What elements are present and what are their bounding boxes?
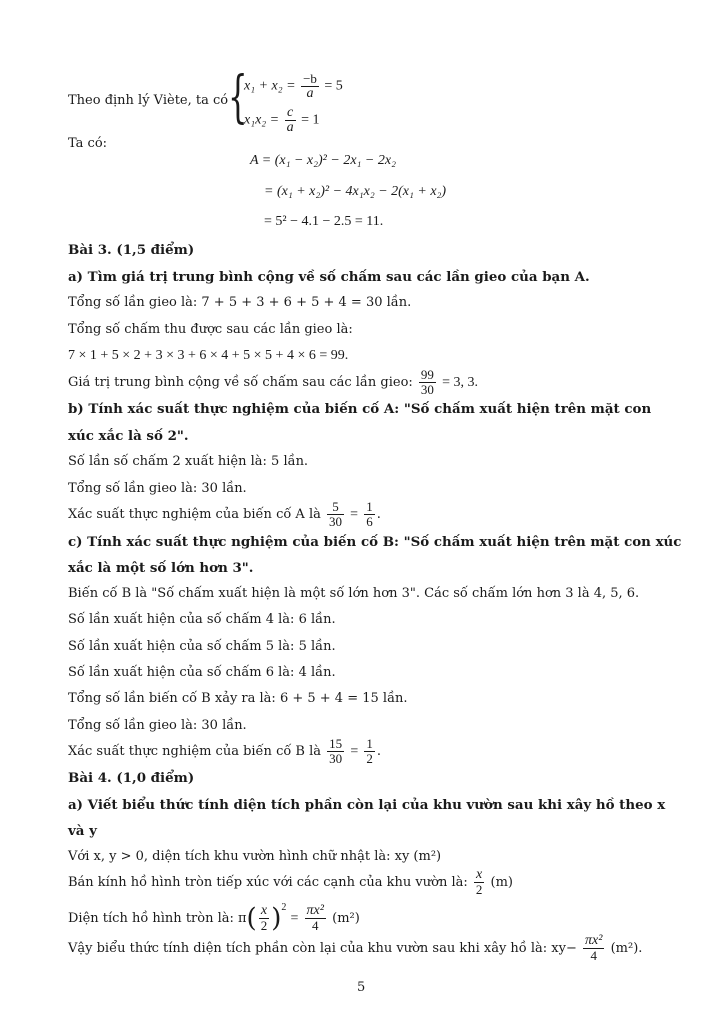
- bai3-a-line4: Giá trị trung bình cộng về số chấm sau các lần gieo: $\frac{99}{30}$ = 3, 3.: [68, 367, 478, 397]
- calc-line-2: = (x₁ + x₂)² − 4x₁x₂ − 2(x₁ + x₂): [264, 184, 447, 199]
- bai4-a-title-1: a) Viết biểu thức tính diện tích phần còn lại của khu vườn sau khi xây hồ theo x: [68, 797, 666, 813]
- viete-eq1: x₁ + x₂ = $\frac{-b}{a}$ = 5: [244, 71, 343, 101]
- bai3-c-line5: Tổng số lần biến cố B xảy ra là: 6 + 5 + 4 = 15 lần.: [68, 691, 408, 706]
- viete-intro: Theo định lý Viète, ta có: [68, 93, 229, 108]
- bai3-c-line3: Số lần xuất hiện của số chấm 5 là: 5 lần.: [68, 639, 336, 654]
- bai4-line2: Bán kính hồ hình tròn tiếp xúc với các cạnh của khu vườn là: $\frac{x}{2}$ (m): [68, 867, 514, 897]
- bai3-heading: Bài 3. (1,5 điểm): [68, 242, 195, 258]
- bai3-a-line3: 7 × 1 + 5 × 2 + 3 × 3 + 6 × 4 + 5 × 5 + 4 × 6 = 99.: [68, 348, 349, 363]
- bai4-a-title-2: và y: [68, 823, 97, 839]
- bai3-c-line4: Số lần xuất hiện của số chấm 6 là: 4 lần.: [68, 665, 336, 680]
- bai3-c-title-1: c) Tính xác suất thực nghiệm của biến cố B: "Số chấm xuất hiện trên mặt con xúc: [68, 534, 682, 550]
- page-number: 5: [357, 980, 366, 995]
- bai3-a-line2: Tổng số chấm thu được sau các lần gieo là:: [68, 322, 353, 337]
- bai3-a-title: a) Tìm giá trị trung bình cộng về số chấm sau các lần gieo của bạn A.: [68, 269, 590, 285]
- calc-line-1: A = (x₁ − x₂)² − 2x₁ − 2x₂: [250, 153, 396, 168]
- bai3-c-line1: Biến cố B là "Số chấm xuất hiện là một số lớn hơn 3". Các số chấm lớn hơn 3 là 4, 5, 6.: [68, 586, 640, 601]
- bai3-b-line1: Số lần số chấm 2 xuất hiện là: 5 lần.: [68, 454, 309, 469]
- calc-line-3: = 5² − 4.1 − 2.5 = 11.: [264, 214, 384, 229]
- bai4-line1: Với x, y > 0, diện tích khu vườn hình chữ nhật là: xy (m²): [68, 849, 442, 864]
- bai3-c-title-2: xắc là một số lớn hơn 3".: [68, 560, 254, 576]
- bai3-c-line6: Tổng số lần gieo là: 30 lần.: [68, 718, 247, 733]
- bai3-c-line7: Xác suất thực nghiệm của biến cố B là $\frac{15}{30}$ = $\frac{1}{2}$ .: [68, 736, 381, 766]
- bai3-a-line1: Tổng số lần gieo là: 7 + 5 + 3 + 6 + 5 + 4 = 30 lần.: [68, 295, 412, 310]
- bai4-heading: Bài 4. (1,0 điểm): [68, 770, 195, 786]
- ta-co: Ta có:: [68, 136, 108, 151]
- bai3-b-line2: Tổng số lần gieo là: 30 lần.: [68, 481, 247, 496]
- bai3-b-line3: Xác suất thực nghiệm của biến cố A là $\frac{5}{30}$ = $\frac{1}{6}$ .: [68, 499, 381, 529]
- bai3-c-line2: Số lần xuất hiện của số chấm 4 là: 6 lần.: [68, 612, 336, 627]
- bai4-line4: Vậy biểu thức tính diện tích phần còn lại của khu vườn sau khi xây hồ là: xy− $\frac{\text{πx²}}{4}$ (m²).: [68, 933, 643, 963]
- bai3-b-title-1: b) Tính xác suất thực nghiệm của biến cố A: "Số chấm xuất hiện trên mặt con: [68, 401, 652, 417]
- viete-eq2: x₁x₂ = $\frac{c}{a}$ = 1: [244, 105, 320, 135]
- bai4-line3: Diện tích hồ hình tròn là: π( $\frac{x}{2}$ )$^2$ = $\frac{\text{πx²}}{4}$ (m²): [68, 902, 360, 934]
- system-brace: {: [228, 65, 248, 130]
- bai3-b-title-2: xúc xắc là số 2".: [68, 428, 189, 444]
